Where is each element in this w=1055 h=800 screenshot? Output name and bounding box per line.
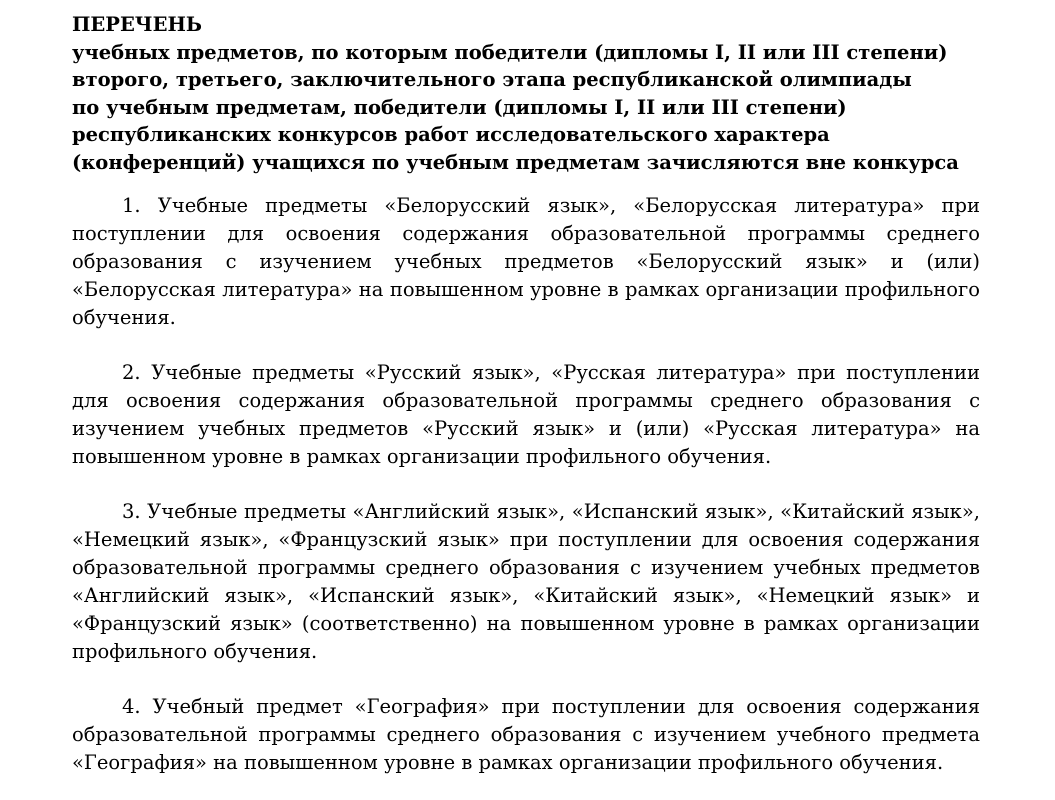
paragraph-item-1: 1. Учебные предметы «Белорусский язык», «Белорусская литература» при поступлении для освоения содержания образовательной программы среднего образования с изучением учебных предметов «Белорусский язык» и (или) «Белорусская литература» на повышенном уровне в рамках организации профильного обучения.	[72, 194, 980, 329]
heading-title: ПЕРЕЧЕНЬ	[72, 13, 202, 36]
heading-line: по учебным предметам, победители (дипломы I, II или III степени)	[72, 95, 847, 119]
paragraph-item-2: 2. Учебные предметы «Русский язык», «Русская литература» при поступлении для освоения содержания образовательной программы среднего образования с изучением учебных предметов «Русский язык» и (или) «Русская литература» на повышенном уровне в рамках организации профильного обучения.	[72, 361, 980, 468]
paragraph-item-3: 3. Учебные предметы «Английский язык», «Испанский язык», «Китайский язык», «Немецкий язык», «Французский язык» при поступлении для освоения содержания образовательной программы среднего образования с изучением учебных предметов «Английский язык», «Испанский язык», «Китайский язык», «Немецкий язык» и «Французский язык» (соответственно) на повышенном уровне в рамках организации профильного обучения.	[72, 500, 980, 663]
document-page	[72, 11, 980, 777]
heading-line: республиканских конкурсов работ исследовательского характера	[72, 123, 830, 146]
heading-line: учебных предметов, по которым победители (дипломы I, II или III степени)	[72, 40, 948, 64]
heading-line: (конференций) учащихся по учебным предметам зачисляются вне конкурса	[72, 150, 959, 174]
document-heading	[72, 11, 980, 176]
paragraph-item-4: 4. Учебный предмет «География» при поступлении для освоения содержания образовательной программы среднего образования с изучением учебного предмета «География» на повышенном уровне в рамках организации профильного обучения.	[72, 695, 980, 774]
heading-line: второго, третьего, заключительного этапа республиканской олимпиады	[72, 68, 912, 91]
